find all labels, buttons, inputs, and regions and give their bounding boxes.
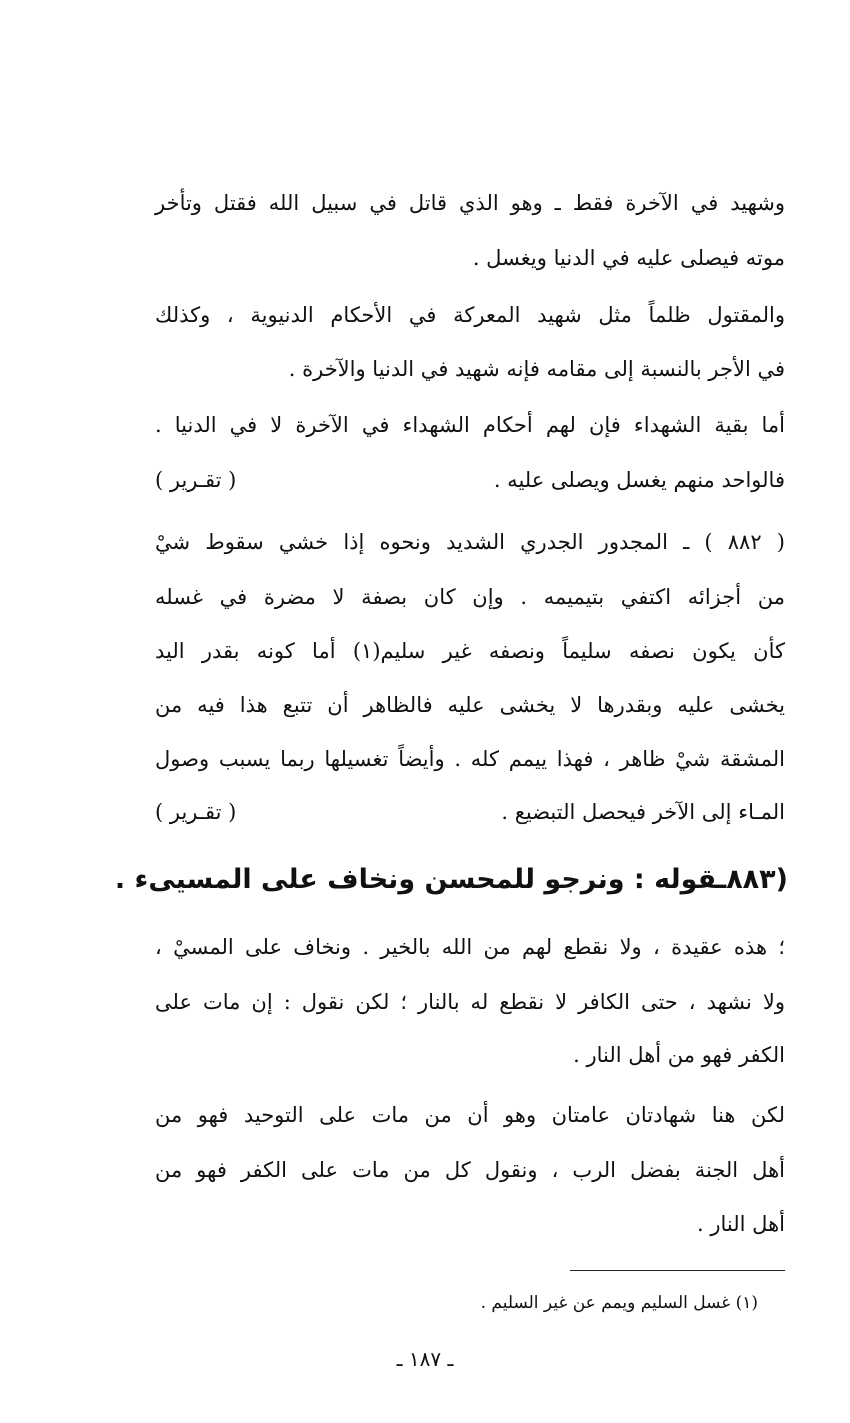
text-line: الكفر فهو من أهل النار . xyxy=(573,1043,785,1067)
footnote: (١) غسل السليم ويمم عن غير السليم . xyxy=(480,1293,758,1313)
text-line: المـاء إلى الآخر فيحصل التبضيع . xyxy=(501,800,785,824)
text-line: فالواحد منهم يغسل ويصلى عليه . xyxy=(493,468,785,492)
source-tag: ( تقـرير ) xyxy=(155,800,237,824)
text-line: لكن هنا شهادتان عامتان وهو أن من مات على التوحيد فهو من xyxy=(155,1103,785,1127)
section-heading: (٨٨٣ـقوله : ونرجو للمحسن ونخاف على المسيىء . xyxy=(114,864,788,895)
text-line: المشقة شيْ ظاهر ، فهذا ييمم كله . وأيضاً تغسيلها ربما يسبب وصول xyxy=(155,747,785,771)
text-line-with-tag xyxy=(155,465,785,495)
text-line: في الأجر بالنسبة إلى مقامه فإنه شهيد في الدنيا والآخرة . xyxy=(288,357,785,381)
text-line: ؛ هذه عقيدة ، ولا نقطع لهم من الله بالخير . ونخاف على المسيْ ، xyxy=(155,935,785,959)
text-line: من أجزائه اكتفي بتيميمه . وإن كان بصفة لا مضرة في غسله xyxy=(155,585,785,609)
footnote-divider xyxy=(570,1270,785,1271)
source-tag: ( تقـرير ) xyxy=(155,468,237,492)
text-line: والمقتول ظلماً مثل شهيد المعركة في الأحكام الدنيوية ، وكذلك xyxy=(155,303,785,327)
text-line: ( ٨٨٢ ) ـ المجدور الجدري الشديد ونحوه إذا خشي سقوط شيْ xyxy=(155,530,785,554)
text-line-with-tag xyxy=(155,797,785,827)
text-line: كأن يكون نصفه سليماً ونصفه غير سليم(١) أما كونه بقدر اليد xyxy=(155,639,785,663)
text-line: موته فيصلى عليه في الدنيا ويغسل . xyxy=(472,246,785,270)
text-line: أما بقية الشهداء فإن لهم أحكام الشهداء في الآخرة لا في الدنيا . xyxy=(155,413,785,437)
text-line: أهل النار . xyxy=(697,1212,785,1236)
text-line: ولا نشهد ، حتى الكافر لا نقطع له بالنار ؛ لكن نقول : إن مات على xyxy=(155,990,785,1014)
page-number: ـ ١٨٧ ـ xyxy=(396,1347,454,1371)
text-line: يخشى عليه وبقدرها لا يخشى عليه فالظاهر أن تتبع هذا فيه من xyxy=(155,693,785,717)
text-line: أهل الجنة بفضل الرب ، ونقول كل من مات على الكفر فهو من xyxy=(155,1158,785,1182)
text-line: وشهيد في الآخرة فقط ـ وهو الذي قاتل في سبيل الله فقتل وتأخر xyxy=(155,191,785,215)
